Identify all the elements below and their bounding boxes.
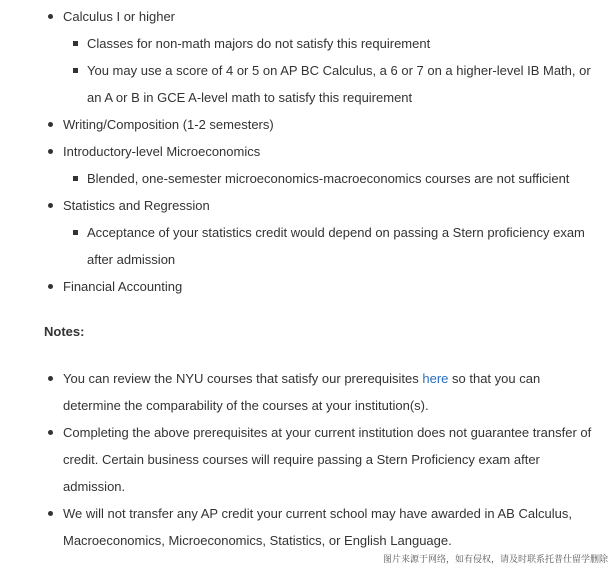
watermark: 图片来源于网络，如有侵权，请及时联系托普仕留学删除 [382,555,608,565]
list-item-text: Calculus I or higher [63,9,175,24]
sub-list-item-text: Blended, one-semester microeconomics-macroeconomics courses are not sufficient [87,171,570,186]
sub-list [63,30,594,111]
prerequisites-section [0,3,608,300]
prerequisites-link[interactable]: here [422,371,449,386]
notes-heading: Notes: [44,324,85,339]
sub-list-item-text: Classes for non-math majors do not satisfy this requirement [87,36,431,51]
notes-section [0,365,608,554]
note-item [0,419,608,500]
list-item-text: Statistics and Regression [63,198,210,213]
sub-list-item-text: You may use a score of 4 or 5 on AP BC Calculus, a 6 or 7 on a higher-level IB Math, or an A or B in GCE A-level math to satisfy this requirement [87,63,591,105]
note-item [0,500,608,554]
list-item-statistics [0,192,608,273]
list-item-calculus [0,3,608,111]
sub-list [63,165,594,192]
note-item [0,365,608,419]
list-item-writing [0,111,608,138]
prerequisites-list [0,3,608,300]
list-item-microeconomics [0,138,608,192]
note-text: Completing the above prerequisites at your current institution does not guarantee transfer of credit. Certain business courses will require passing a Stern Proficiency exam after admission. [63,425,592,494]
sub-list-item [63,165,594,192]
sub-list-item [63,219,594,273]
list-item-text: Writing/Composition (1-2 semesters) [63,117,274,132]
sub-list [63,219,594,273]
notes-list [0,365,608,554]
note-text-after-link: so that you can determine the comparability of the courses at your institution(s). [63,371,541,413]
sub-list-item [63,30,594,57]
note-text-before-link: You can review the NYU courses that satisfy our prerequisites [63,371,423,386]
list-item-text: Introductory-level Microeconomics [63,144,261,159]
list-item-accounting [0,273,608,300]
sub-list-item [63,57,594,111]
note-text: We will not transfer any AP credit your current school may have awarded in AB Calculus, Macroeconomics, Microeconomics, Statistics, or English Language. [63,506,572,548]
list-item-text: Financial Accounting [63,279,183,294]
sub-list-item-text: Acceptance of your statistics credit would depend on passing a Stern proficiency exam after admission [87,225,585,267]
